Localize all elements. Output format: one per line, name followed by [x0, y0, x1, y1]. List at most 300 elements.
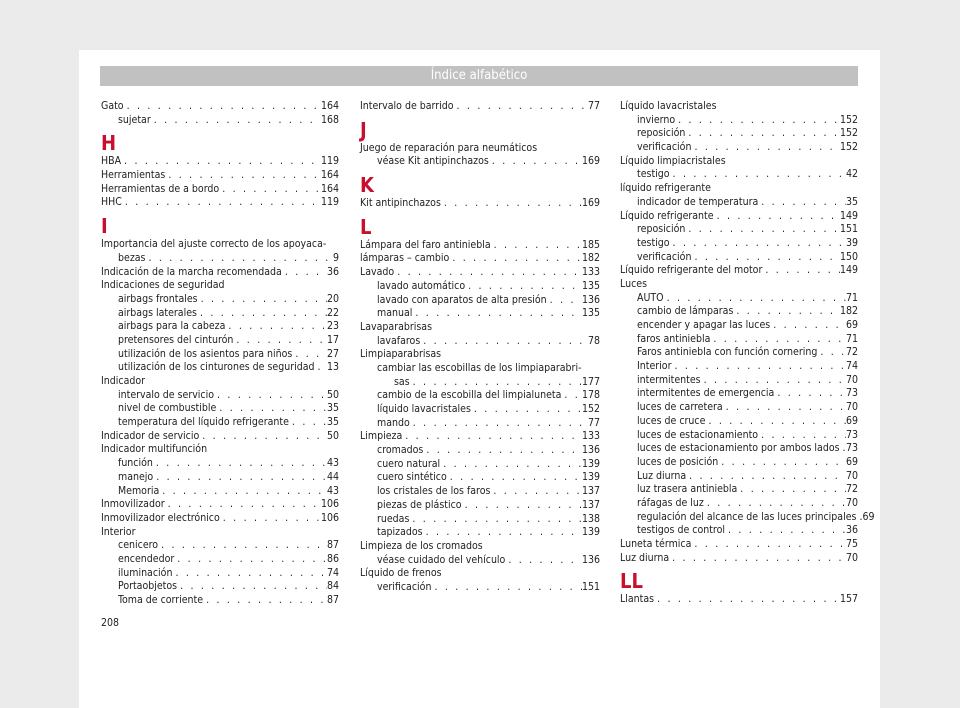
entry-page-number: 22 [326, 306, 339, 319]
index-entry [620, 456, 858, 470]
entry-label: ráfagas de luz [637, 496, 704, 509]
dot-leader [491, 239, 582, 253]
dot-leader [394, 266, 582, 280]
index-entry [620, 210, 858, 224]
index-column-3 [620, 100, 875, 607]
entry-page-number: 69 [862, 510, 875, 523]
entry-page-number: 169 [581, 155, 600, 168]
dot-leader [705, 415, 846, 429]
entry-label: airbags frontales [118, 292, 198, 305]
dot-leader [774, 387, 846, 401]
entry-page-number: 70 [845, 496, 858, 509]
index-heading: Indicaciones de seguridad [101, 279, 225, 292]
entry-page-number: 17 [326, 333, 339, 346]
dot-leader [758, 429, 846, 443]
index-heading: Líquido de frenos [360, 567, 442, 580]
index-entry [620, 552, 858, 566]
dot-leader [465, 280, 582, 294]
entry-label: invierno [637, 113, 676, 126]
dot-leader [547, 294, 582, 308]
dot-leader [423, 526, 582, 540]
index-entry [620, 593, 858, 607]
dot-leader [449, 252, 582, 266]
index-heading: Luces [620, 277, 647, 290]
index-entry [620, 360, 858, 374]
index-entry [620, 141, 858, 155]
entry-label: tapizados [377, 526, 423, 539]
dot-leader [174, 553, 327, 567]
entry-page-number: 157 [839, 593, 858, 606]
dot-leader [214, 389, 327, 403]
dot-leader [762, 264, 840, 278]
index-entry [620, 292, 858, 306]
index-entry [620, 333, 858, 347]
index-heading: Indicador [101, 375, 146, 387]
entry-page-number: 182 [839, 305, 858, 318]
dot-leader [671, 360, 846, 374]
dot-leader [159, 485, 327, 499]
dot-leader [441, 197, 582, 211]
index-entry [101, 457, 339, 471]
dot-leader [447, 471, 582, 485]
entry-page-number: 149 [839, 264, 858, 277]
entry-page-number: 50 [326, 429, 339, 442]
dot-leader [691, 251, 840, 265]
entry-label: lavado automático [377, 279, 466, 292]
dot-leader [198, 293, 327, 307]
section-letter: LL [620, 569, 643, 594]
entry-label: Luz diurna [637, 469, 687, 482]
section-letter: H [101, 131, 117, 156]
index-heading: Indicador multifunción [101, 443, 208, 456]
dot-leader [216, 402, 327, 416]
entry-page-number: 50 [326, 388, 339, 401]
entry-label: los cristales de los faros [377, 485, 491, 498]
entry-label: mando [377, 416, 410, 429]
entry-label: bezas [118, 251, 146, 264]
entry-label: Lavado [360, 266, 395, 279]
dot-leader [440, 458, 582, 472]
index-entry [620, 305, 858, 319]
index-entry [620, 415, 858, 429]
index-entry [101, 539, 339, 553]
entry-label: intermitentes de emergencia [637, 387, 775, 400]
dot-leader [153, 471, 327, 485]
dot-leader [718, 456, 846, 470]
entry-page-number: 78 [587, 334, 600, 347]
index-entry [101, 471, 339, 485]
index-entry [360, 444, 600, 458]
entry-page-number: 74 [845, 360, 858, 373]
entry-page-number: 77 [587, 100, 600, 112]
index-entry [620, 346, 858, 360]
index-entry [101, 114, 339, 128]
index-entry [620, 223, 858, 237]
dot-leader [172, 567, 327, 581]
entry-page-number: 35 [845, 195, 858, 208]
index-entry [101, 553, 339, 567]
index-entry [360, 307, 600, 321]
dot-leader [165, 169, 321, 183]
index-heading: Limpiaparabrisas [360, 348, 442, 361]
index-column-2 [360, 100, 600, 595]
entry-page-number: 70 [845, 373, 858, 386]
index-entry [620, 168, 858, 182]
entry-label: testigo [637, 168, 670, 181]
entry-label: verificación [637, 141, 692, 154]
entry-label: cuero sintético [377, 471, 447, 484]
dot-leader [282, 266, 327, 280]
entry-label: encender y apagar las luces [637, 319, 771, 331]
index-entry [360, 280, 600, 294]
entry-label: sas [394, 375, 410, 388]
entry-label: lámparas – cambio [360, 252, 450, 265]
entry-page-number: 73 [845, 387, 858, 400]
dot-leader [686, 470, 846, 484]
entry-label: sujetar [118, 113, 151, 126]
dot-leader [817, 346, 846, 360]
index-entry [101, 361, 339, 375]
dot-leader [225, 320, 327, 334]
entry-page-number: 35 [326, 402, 339, 415]
dot-leader [490, 485, 582, 499]
dot-leader [714, 210, 840, 224]
entry-label: cambio de lámparas [637, 305, 734, 318]
index-entry [620, 196, 858, 210]
entry-page-number: 185 [581, 238, 600, 251]
entry-page-number: 151 [839, 223, 858, 236]
entry-label: airbags laterales [118, 306, 197, 319]
index-entry [101, 567, 339, 581]
entry-page-number: 152 [839, 113, 858, 126]
index-entry [101, 155, 339, 169]
entry-page-number: 20 [326, 292, 339, 305]
entry-label: Luneta térmica [620, 538, 692, 550]
dot-leader [670, 168, 846, 182]
entry-page-number: 13 [326, 361, 339, 374]
entry-page-number: 69 [845, 414, 858, 427]
entry-label: Indicador de servicio [101, 429, 200, 442]
entry-page-number: 133 [581, 430, 600, 443]
dot-leader [220, 512, 321, 526]
index-entry [101, 402, 339, 416]
entry-label: reposición [637, 223, 686, 236]
entry-page-number: 152 [581, 403, 600, 415]
index-entry [101, 252, 339, 266]
index-entry [620, 374, 858, 388]
index-entry [620, 470, 858, 484]
index-entry [360, 513, 600, 527]
dot-leader [409, 513, 582, 527]
entry-page-number: 119 [320, 155, 339, 168]
header-title: Índice alfabético [430, 68, 528, 83]
entry-page-number: 70 [845, 551, 858, 564]
dot-leader [423, 444, 582, 458]
dot-leader [737, 483, 846, 497]
entry-page-number: 169 [581, 197, 600, 210]
index-entry [360, 252, 600, 266]
entry-label: Indicación de la marcha recomendada [101, 265, 282, 278]
entry-page-number: 177 [581, 375, 600, 388]
entry-page-number: 9 [332, 251, 339, 264]
entry-page-number: 152 [839, 141, 858, 154]
section-letter: L [360, 214, 372, 239]
index-heading: Líquido lavacristales [620, 100, 717, 112]
entry-page-number: 139 [581, 526, 600, 539]
dot-leader [121, 155, 321, 169]
dot-leader [431, 581, 582, 595]
index-entry [101, 293, 339, 307]
index-entry [620, 497, 858, 511]
entry-page-number: 164 [320, 182, 339, 195]
entry-page-number: 39 [845, 236, 858, 249]
index-entry [101, 334, 339, 348]
entry-label: piezas de plástico [377, 498, 462, 511]
entry-page-number: 182 [581, 252, 600, 265]
dot-leader [145, 252, 333, 266]
entry-page-number: 36 [845, 524, 858, 537]
entry-label: faros antiniebla [637, 332, 711, 345]
entry-label: regulación del alcance de las luces principales [637, 510, 857, 523]
entry-label: Gato [101, 100, 124, 112]
entry-page-number: 164 [320, 100, 339, 112]
dot-leader [177, 580, 327, 594]
entry-label: luz trasera antiniebla [637, 483, 738, 496]
index-entry [360, 376, 600, 390]
entry-page-number: 70 [845, 401, 858, 414]
dot-leader [165, 498, 321, 512]
entry-label: cuero natural [377, 457, 441, 470]
entry-page-number: 106 [320, 498, 339, 511]
entry-label: luces de carretera [637, 401, 723, 414]
dot-leader [670, 237, 846, 251]
entry-label: encendedor [118, 552, 175, 565]
dot-leader [710, 333, 846, 347]
index-heading: Importancia del ajuste correcto de los apoyaca- [101, 238, 327, 251]
dot-leader [704, 497, 846, 511]
entry-label: lavafaros [377, 334, 421, 347]
dot-leader [701, 374, 846, 388]
dot-leader [561, 389, 582, 403]
index-entry [101, 389, 339, 403]
index-entry [101, 485, 339, 499]
index-entry [620, 251, 858, 265]
entry-label: utilización de los cinturones de seguridad [118, 361, 315, 374]
dot-leader [410, 376, 582, 390]
entry-label: HHC [101, 196, 122, 209]
index-entry [620, 401, 858, 415]
entry-page-number: 168 [320, 113, 339, 126]
entry-page-number: 136 [581, 444, 600, 457]
entry-page-number: 71 [845, 291, 858, 304]
entry-page-number: 164 [320, 169, 339, 182]
entry-label: nivel de combustible [118, 402, 217, 415]
entry-page-number: 86 [326, 552, 339, 565]
entry-label: luces de estacionamiento por ambos lados [637, 442, 840, 455]
index-entry [360, 430, 600, 444]
index-entry [101, 307, 339, 321]
page-header [100, 66, 858, 86]
entry-page-number: 137 [581, 498, 600, 511]
index-entry [101, 169, 339, 183]
index-entry [360, 389, 600, 403]
dot-leader [292, 348, 327, 362]
entry-page-number: 139 [581, 457, 600, 470]
index-entry [101, 416, 339, 430]
index-entry [620, 127, 858, 141]
index-entry [360, 581, 600, 595]
entry-page-number: 72 [845, 483, 858, 496]
entry-label: Interior [637, 360, 672, 373]
entry-page-number: 73 [845, 428, 858, 441]
index-entry [101, 580, 339, 594]
dot-leader [454, 100, 588, 114]
entry-label: intervalo de servicio [118, 388, 215, 401]
entry-label: Kit antipinchazos [360, 197, 441, 210]
entry-page-number: 119 [320, 196, 339, 209]
entry-page-number: 136 [581, 553, 600, 566]
entry-page-number: 87 [326, 539, 339, 552]
entry-label: Limpieza [360, 430, 403, 443]
entry-page-number: 27 [326, 347, 339, 360]
page-number: 208 [101, 617, 120, 629]
dot-leader [654, 593, 840, 607]
entry-page-number: 73 [845, 442, 858, 455]
entry-page-number: 137 [581, 485, 600, 498]
entry-page-number: 139 [581, 471, 600, 484]
entry-page-number: 69 [845, 455, 858, 468]
index-heading: cambiar las escobillas de los limpiaparabri- [377, 361, 582, 374]
dot-leader [420, 335, 588, 349]
entry-page-number: 84 [326, 580, 339, 593]
dot-leader [122, 196, 321, 210]
entry-page-number: 69 [845, 319, 858, 331]
entry-label: luces de cruce [637, 414, 706, 427]
index-entry [101, 594, 339, 608]
dot-leader [315, 361, 327, 375]
dot-leader [289, 416, 327, 430]
entry-label: Faros antiniebla con función cornering [637, 346, 818, 359]
entry-page-number: 23 [326, 320, 339, 333]
index-entry [620, 429, 858, 443]
entry-label: testigos de control [637, 524, 725, 537]
index-entry [101, 498, 339, 512]
dot-leader [203, 594, 327, 608]
entry-label: intermitentes [637, 373, 701, 386]
entry-page-number: 42 [845, 168, 858, 181]
index-entry [101, 348, 339, 362]
entry-label: líquido lavacristales [377, 403, 471, 415]
entry-page-number: 43 [326, 484, 339, 497]
dot-leader [723, 401, 846, 415]
dot-leader [471, 403, 582, 417]
dot-leader [233, 334, 327, 348]
entry-label: AUTO [637, 291, 664, 304]
entry-label: ruedas [377, 512, 410, 525]
entry-label: HBA [101, 155, 122, 168]
entry-label: Portaobjetos [118, 580, 178, 593]
dot-leader [505, 554, 582, 568]
entry-page-number: 75 [845, 538, 858, 550]
index-entry [360, 294, 600, 308]
index-entry [360, 100, 600, 114]
section-letter: J [360, 117, 367, 142]
index-entry [360, 417, 600, 431]
entry-page-number: 74 [326, 566, 339, 579]
entry-page-number: 151 [581, 580, 600, 593]
entry-label: utilización de los asientos para niños [118, 347, 293, 360]
index-heading: Interior [101, 525, 136, 538]
dot-leader [151, 114, 321, 128]
entry-label: cenicero [118, 539, 159, 552]
entry-page-number: 36 [326, 265, 339, 278]
index-entry [360, 239, 600, 253]
entry-page-number: 138 [581, 512, 600, 525]
index-entry [360, 499, 600, 513]
entry-label: Herramientas [101, 169, 166, 182]
entry-label: función [118, 457, 153, 470]
entry-page-number: 136 [581, 293, 600, 306]
dot-leader [402, 430, 582, 444]
index-entry [620, 538, 858, 552]
entry-page-number: 133 [581, 266, 600, 279]
dot-leader [758, 196, 846, 210]
index-entry [101, 320, 339, 334]
dot-leader [199, 430, 327, 444]
entry-label: cambio de la escobilla del limpialuneta [377, 389, 562, 402]
dot-leader [669, 552, 846, 566]
entry-label: Llantas [620, 593, 655, 606]
entry-label: indicador de temperatura [637, 195, 759, 208]
entry-page-number: 178 [581, 389, 600, 402]
entry-label: Memoria [118, 484, 160, 497]
index-heading: Limpieza de los cromados [360, 539, 483, 552]
entry-label: airbags para la cabeza [118, 320, 226, 333]
dot-leader [733, 305, 840, 319]
dot-leader [410, 417, 588, 431]
entry-page-number: 72 [845, 346, 858, 359]
entry-label: Líquido refrigerante del motor [620, 264, 763, 277]
entry-label: lavado con aparatos de alta presión [377, 293, 547, 306]
entry-label: Inmovilizador [101, 498, 165, 511]
section-letter: K [360, 173, 374, 198]
entry-label: Inmovilizador electrónico [101, 511, 220, 524]
dot-leader [462, 499, 582, 513]
index-entry [101, 266, 339, 280]
entry-page-number: 106 [320, 511, 339, 524]
entry-page-number: 35 [326, 416, 339, 429]
index-entry [620, 483, 858, 497]
entry-label: manejo [118, 470, 154, 483]
entry-label: luces de estacionamiento [637, 428, 759, 441]
entry-label: Toma de corriente [118, 594, 204, 606]
entry-label: verificación [637, 250, 692, 263]
index-heading: líquido refrigerante [620, 182, 711, 195]
entry-page-number: 71 [845, 332, 858, 345]
dot-leader [489, 155, 582, 169]
entry-label: Lámpara del faro antiniebla [360, 238, 491, 251]
index-entry [101, 430, 339, 444]
entry-label: pretensores del cinturón [118, 333, 234, 346]
index-entry [360, 335, 600, 349]
index-heading: Líquido limpiacristales [620, 154, 726, 167]
entry-page-number: 135 [581, 279, 600, 292]
entry-label: véase cuidado del vehículo [377, 553, 506, 566]
index-entry [360, 526, 600, 540]
entry-page-number: 87 [326, 594, 339, 606]
section-letter: I [101, 214, 108, 239]
dot-leader [685, 223, 840, 237]
